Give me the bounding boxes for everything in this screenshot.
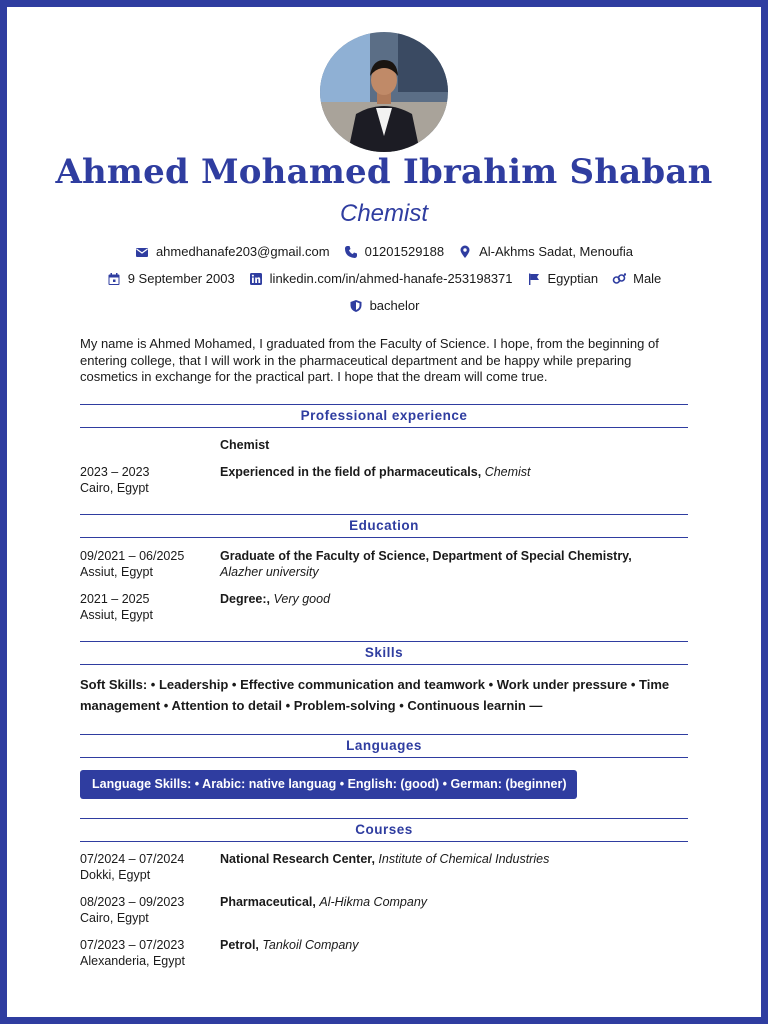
- language-skills-box: Language Skills: • Arabic: native languag • English: (good) • German: (beginner): [80, 770, 577, 799]
- profile-photo: [320, 32, 448, 152]
- course-date: 07/2023 – 07/2023: [80, 938, 185, 952]
- envelope-icon: [135, 245, 149, 259]
- course-place: Cairo, Egypt: [80, 911, 149, 925]
- address-text: Al-Akhms Sadat, Menoufia: [479, 244, 634, 259]
- linkedin-text: linkedin.com/in/ahmed-hanafe-253198371: [269, 271, 513, 286]
- education-school: Alazher university: [220, 565, 319, 579]
- course-place: Alexanderia, Egypt: [80, 954, 185, 968]
- experience-place: Cairo, Egypt: [80, 481, 149, 495]
- address-contact: [458, 244, 633, 259]
- course-date-place: [80, 894, 220, 926]
- course-date-place: [80, 851, 220, 883]
- course-description: [220, 937, 688, 953]
- phone-contact[interactable]: [344, 244, 445, 259]
- course-org: Tankoil Company: [262, 938, 359, 952]
- course-date: 08/2023 – 09/2023: [80, 895, 185, 909]
- education-date: 2021 – 2025: [80, 592, 150, 606]
- section-skills: Skills: [80, 641, 688, 665]
- experience-date: 2023 – 2023: [80, 465, 150, 479]
- education-grade: Very good: [273, 592, 331, 606]
- course-name: National Research Center,: [220, 852, 375, 866]
- skills-line: Soft Skills: • Leadership • Effective communication and teamwork • Work under pressure • Time: [80, 677, 670, 692]
- education-date: 09/2021 – 06/2025: [80, 549, 185, 563]
- flag-icon: [527, 272, 541, 286]
- calendar-icon: [107, 272, 121, 286]
- education-degree: Graduate of the Faculty of Science, Department of Special Chemistry,: [220, 549, 632, 563]
- birthdate-text: 9 September 2003: [127, 271, 235, 286]
- course-description: [220, 851, 688, 867]
- location-pin-icon: [458, 245, 472, 259]
- experience-role: Experienced in the field of pharmaceuticals,: [220, 465, 482, 479]
- section-languages: Languages: [80, 734, 688, 758]
- course-description: [220, 894, 688, 910]
- section-education: Education: [80, 514, 688, 538]
- experience-heading: Chemist: [220, 438, 270, 452]
- education-description: [220, 548, 688, 580]
- contact-row-1: [0, 244, 768, 259]
- education-place: Assiut, Egypt: [80, 565, 153, 579]
- education-date-place: [80, 591, 220, 623]
- course-date: 07/2024 – 07/2024: [80, 852, 185, 866]
- course-entry: [80, 851, 688, 885]
- phone-icon: [344, 245, 358, 259]
- course-org: Institute of Chemical Industries: [378, 852, 550, 866]
- education-level-text: bachelor: [369, 298, 420, 313]
- contact-row-3: [0, 298, 768, 313]
- course-entry: [80, 937, 688, 971]
- linkedin-contact[interactable]: [249, 271, 513, 286]
- education-description: [220, 591, 688, 607]
- candidate-name: Ahmed Mohamed Ibrahim Shaban: [55, 152, 713, 192]
- job-title: Chemist: [339, 200, 429, 227]
- nationality-text: Egyptian: [547, 271, 599, 286]
- section-professional-experience: Professional experience: [80, 404, 688, 428]
- section-courses: Courses: [80, 818, 688, 842]
- course-org: Al-Hikma Company: [319, 895, 428, 909]
- education-entry: [80, 591, 688, 625]
- education-level-contact: [349, 298, 420, 313]
- education-degree: Degree:,: [220, 592, 271, 606]
- gender-icon: [612, 272, 626, 286]
- education-place: Assiut, Egypt: [80, 608, 153, 622]
- education-entry: [80, 548, 688, 582]
- profile-summary: My name is Ahmed Mohamed, I graduated from the Faculty of Science. I hope, from the beginning of entering college, that I will work in the pharmaceutical department and be happy while preparing cosmetics in exchange for the practical part. I hope that the dream will come true.: [80, 336, 659, 384]
- course-date-place: [80, 937, 220, 969]
- gender-contact: [612, 271, 661, 286]
- birthdate-contact: [107, 271, 235, 286]
- gender-text: Male: [633, 271, 662, 286]
- education-date-place: [80, 548, 220, 580]
- course-entry: [80, 894, 688, 928]
- experience-role-title: Chemist: [484, 465, 531, 479]
- course-place: Dokki, Egypt: [80, 868, 151, 882]
- nationality-contact: [527, 271, 599, 286]
- linkedin-icon: [249, 272, 263, 286]
- phone-text: 01201529188: [364, 244, 445, 259]
- course-name: Petrol,: [220, 938, 259, 952]
- experience-description: [220, 464, 688, 480]
- skills-list: [80, 674, 688, 716]
- experience-entry: [80, 464, 688, 498]
- email-text: ahmedhanafe203@gmail.com: [155, 244, 330, 259]
- skills-line: management • Attention to detail • Problem-solving • Continuous learnin —: [80, 698, 543, 713]
- course-name: Pharmaceutical,: [220, 895, 316, 909]
- email-contact[interactable]: [135, 244, 330, 259]
- contact-row-2: [0, 271, 768, 286]
- shield-icon: [349, 299, 363, 313]
- experience-date-place: [80, 464, 220, 496]
